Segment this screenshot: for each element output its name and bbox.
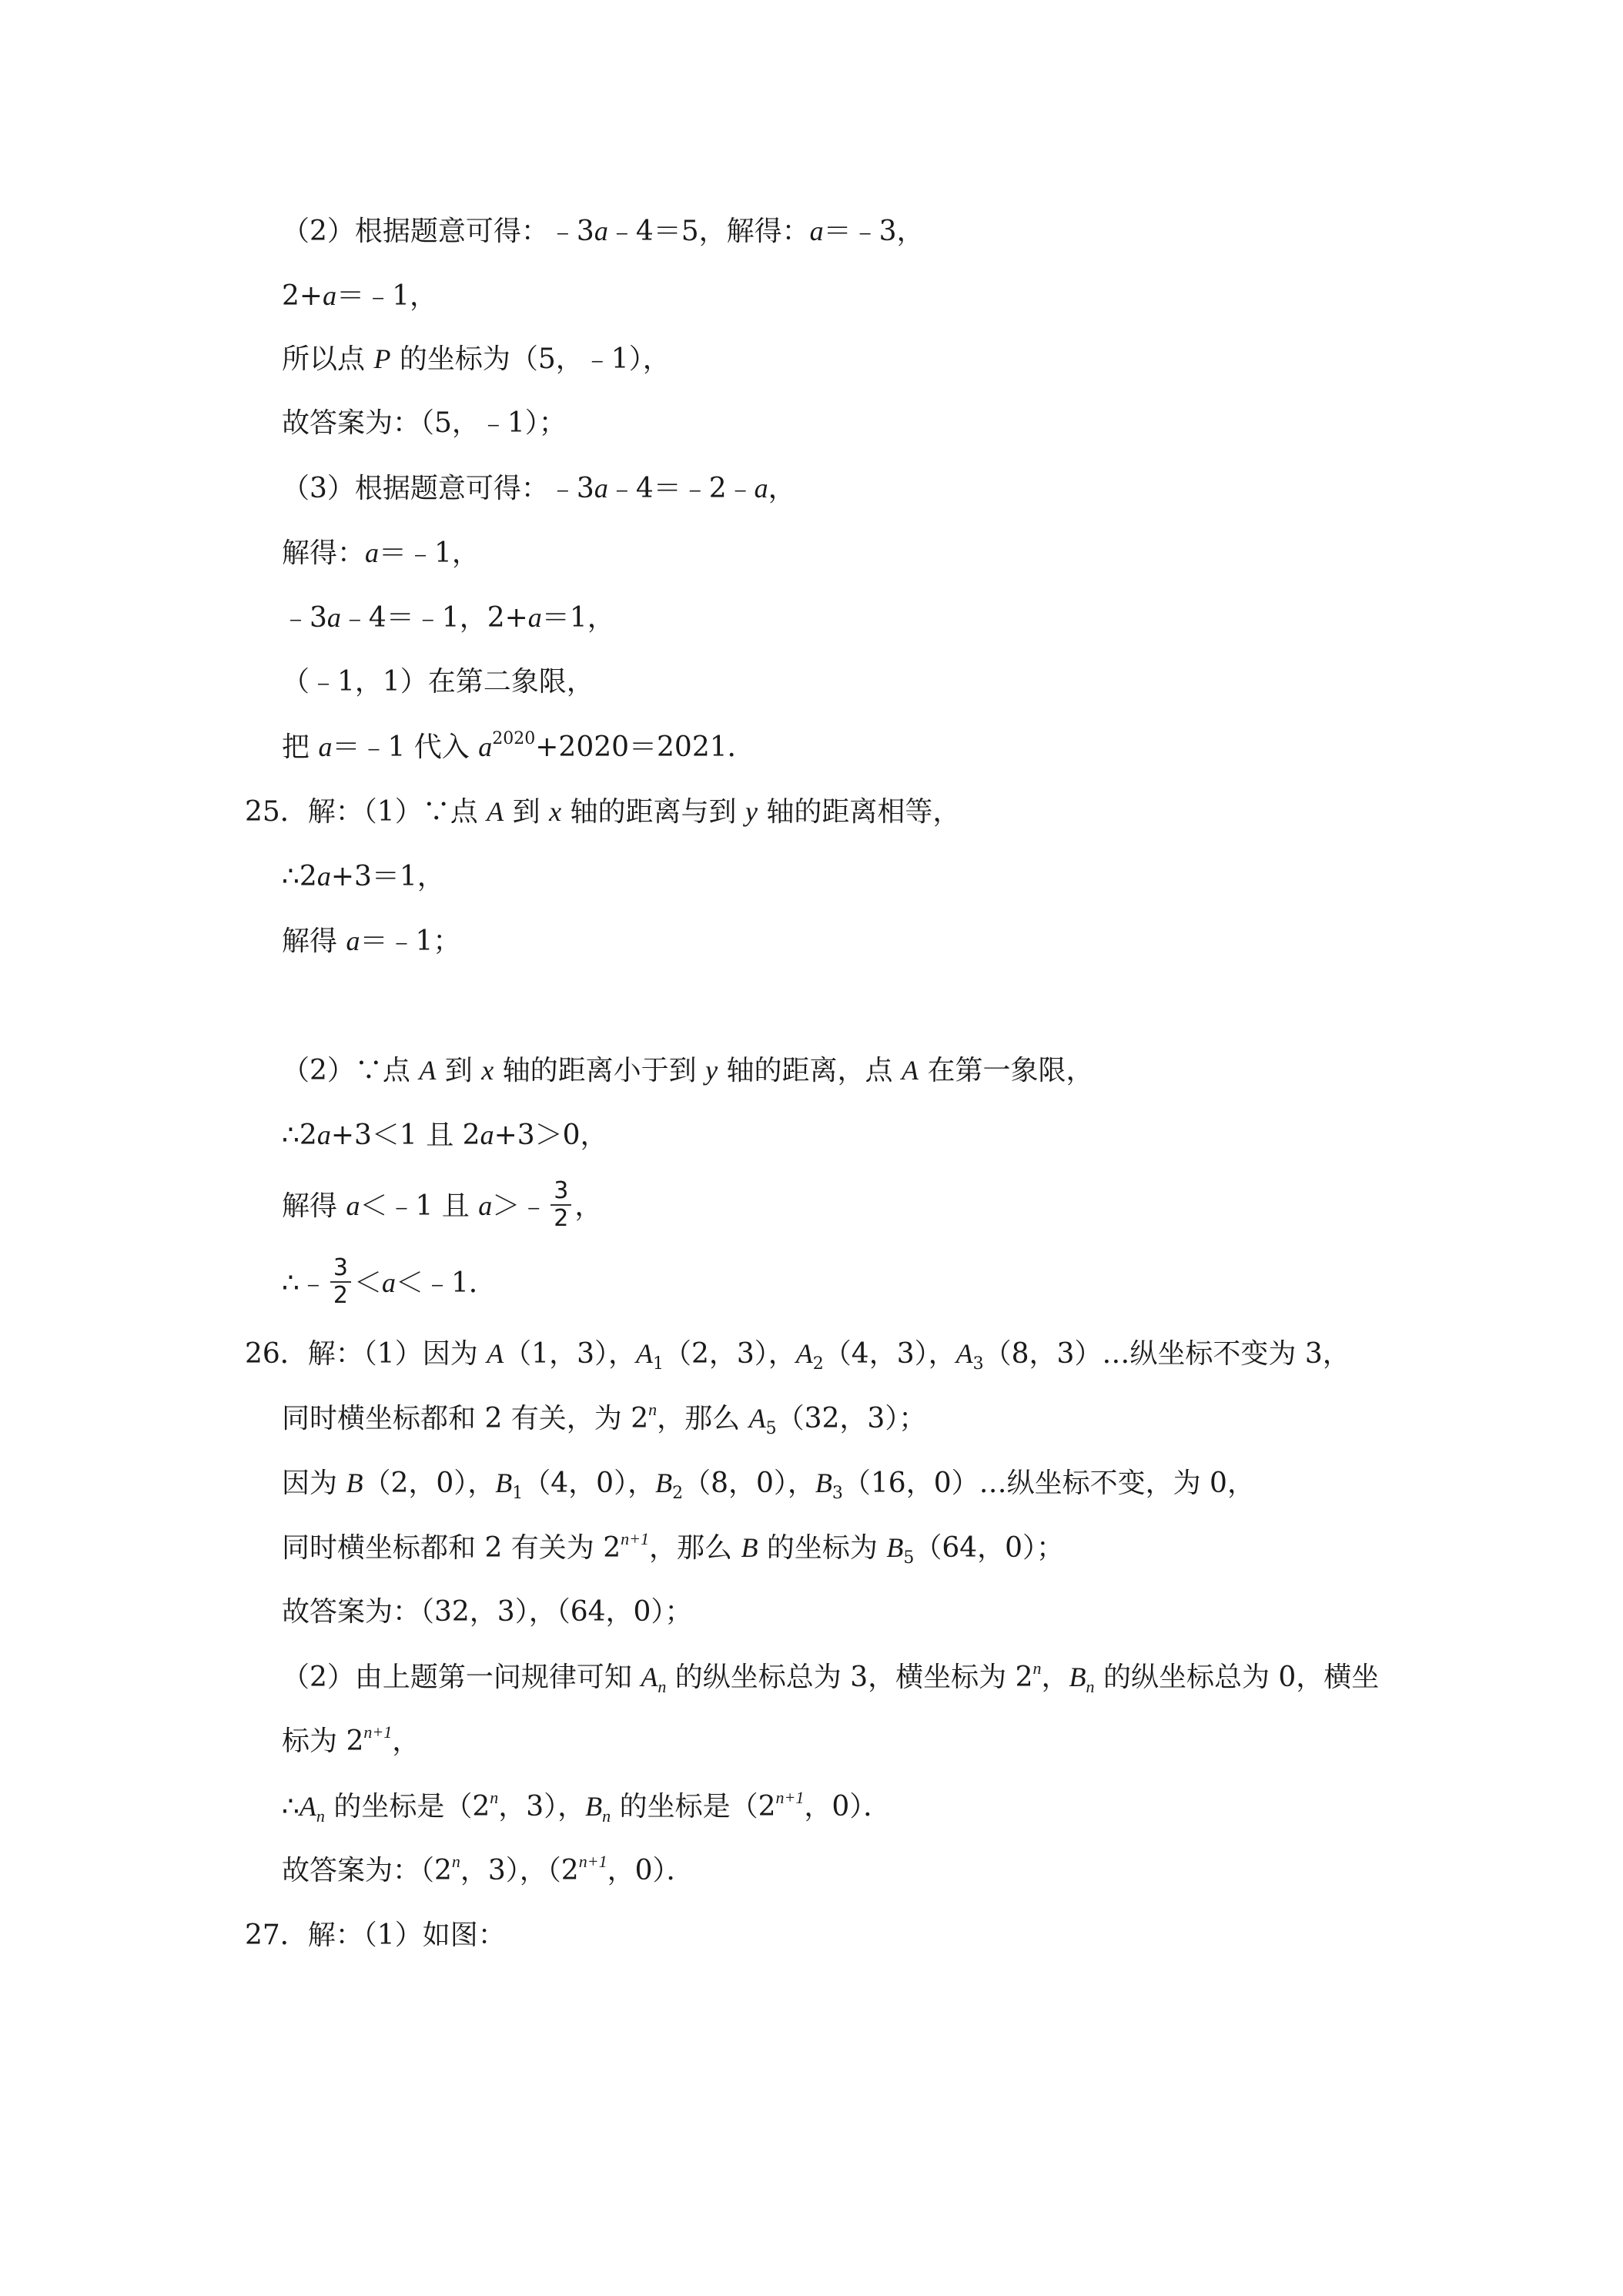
q25-part2-line3: 解得 a＜﹣1 且 a＞﹣ $\frac{3}{2}$ ， — [282, 1177, 603, 1232]
q24-part2-line1: （2）根据题意可得：﹣3a﹣4＝5，解得：a＝﹣3， — [282, 216, 925, 247]
q25-line1: 25．解：（1）∵点 A 到 x 轴的距离与到 y 轴的距离相等， — [245, 796, 961, 828]
q25-line2: ∴2a+3＝1， — [282, 861, 445, 892]
q24-part2-line3: 所以点 P 的坐标为（5，﹣1）， — [282, 343, 671, 375]
q26-part2-line2: 标为 $2^{n+1}$， — [282, 1722, 420, 1757]
q25-line3: 解得 a＝﹣1； — [282, 925, 461, 957]
q25-part2-line1: （2）∵点 A 到 x 轴的距离小于到 y 轴的距离，点 A 在第一象限， — [282, 1055, 1094, 1086]
q26-line2: 同时横坐标都和 2 有关，为 2$^n$，那么 $A_5(32$，3）； — [282, 1400, 927, 1438]
q26-line5: 故答案为：（32，3），（64，0）； — [282, 1596, 693, 1628]
q26-line3: 因为 B（2，0），$B_1(4$，0），$B_2(8$，0），$B_3(16$，0）…纵坐标不变，为 0， — [282, 1468, 1255, 1503]
q24-part3-line3: ﹣3a﹣4＝﹣1，2+a＝1， — [282, 602, 615, 634]
q24-part3-line5: 把 a＝﹣1 代入 $a^{2020}+2020=2021$． — [282, 729, 755, 763]
fraction-three-halves: $\frac{3}{2}$ — [550, 1178, 571, 1232]
q26-part2-line3: $\therefore A_n$ 的坐标是（2$^n$，3），$B_n$ 的坐标是（$2^{n+1}$，0）． — [282, 1788, 892, 1826]
q26-line4: 同时横坐标都和 2 有关为 $2^{n+1}$，那么 B 的坐标为 $B_5(64$，0）； — [282, 1529, 1065, 1568]
q24-part3-line4: （﹣1，1）在第二象限， — [282, 666, 594, 698]
q24-part3-line2: 解得：a＝﹣1， — [282, 537, 480, 569]
q27-line1: 27．解：（1）如图： — [245, 1919, 506, 1951]
q25-part2-line2: ∴2a+3＜1 且 2a+3＞0， — [282, 1120, 608, 1151]
q24-part2-answer: 故答案为：（5，﹣1）； — [282, 407, 567, 439]
q26-part2-line1: （2）由上题第一问规律可知 $A_n$ 的纵坐标总为 3，横坐标为 2$^n$，$B_n$ 的纵坐标总为 0，横坐 — [282, 1658, 1380, 1696]
q26-line1: 26．解：（1）因为 A（1，3），$A_1(2$，3），$A_2(4$，3），$A_3(8$，3）…纵坐标不变为 3， — [245, 1338, 1350, 1374]
q24-part3-line1: （3）根据题意可得：﹣3a﹣4＝﹣2﹣a， — [282, 473, 796, 504]
q24-part2-line2: 2+a＝﹣1， — [282, 280, 437, 312]
q25-part2-line4: ∴﹣ $\frac{3}{2}$ ＜a＜﹣1． — [282, 1254, 497, 1309]
fraction-three-halves: $\frac{3}{2}$ — [330, 1255, 351, 1309]
q26-part2-answer: 故答案为：（2$^n$，3），（$2^{n+1}$，0）． — [282, 1852, 694, 1886]
